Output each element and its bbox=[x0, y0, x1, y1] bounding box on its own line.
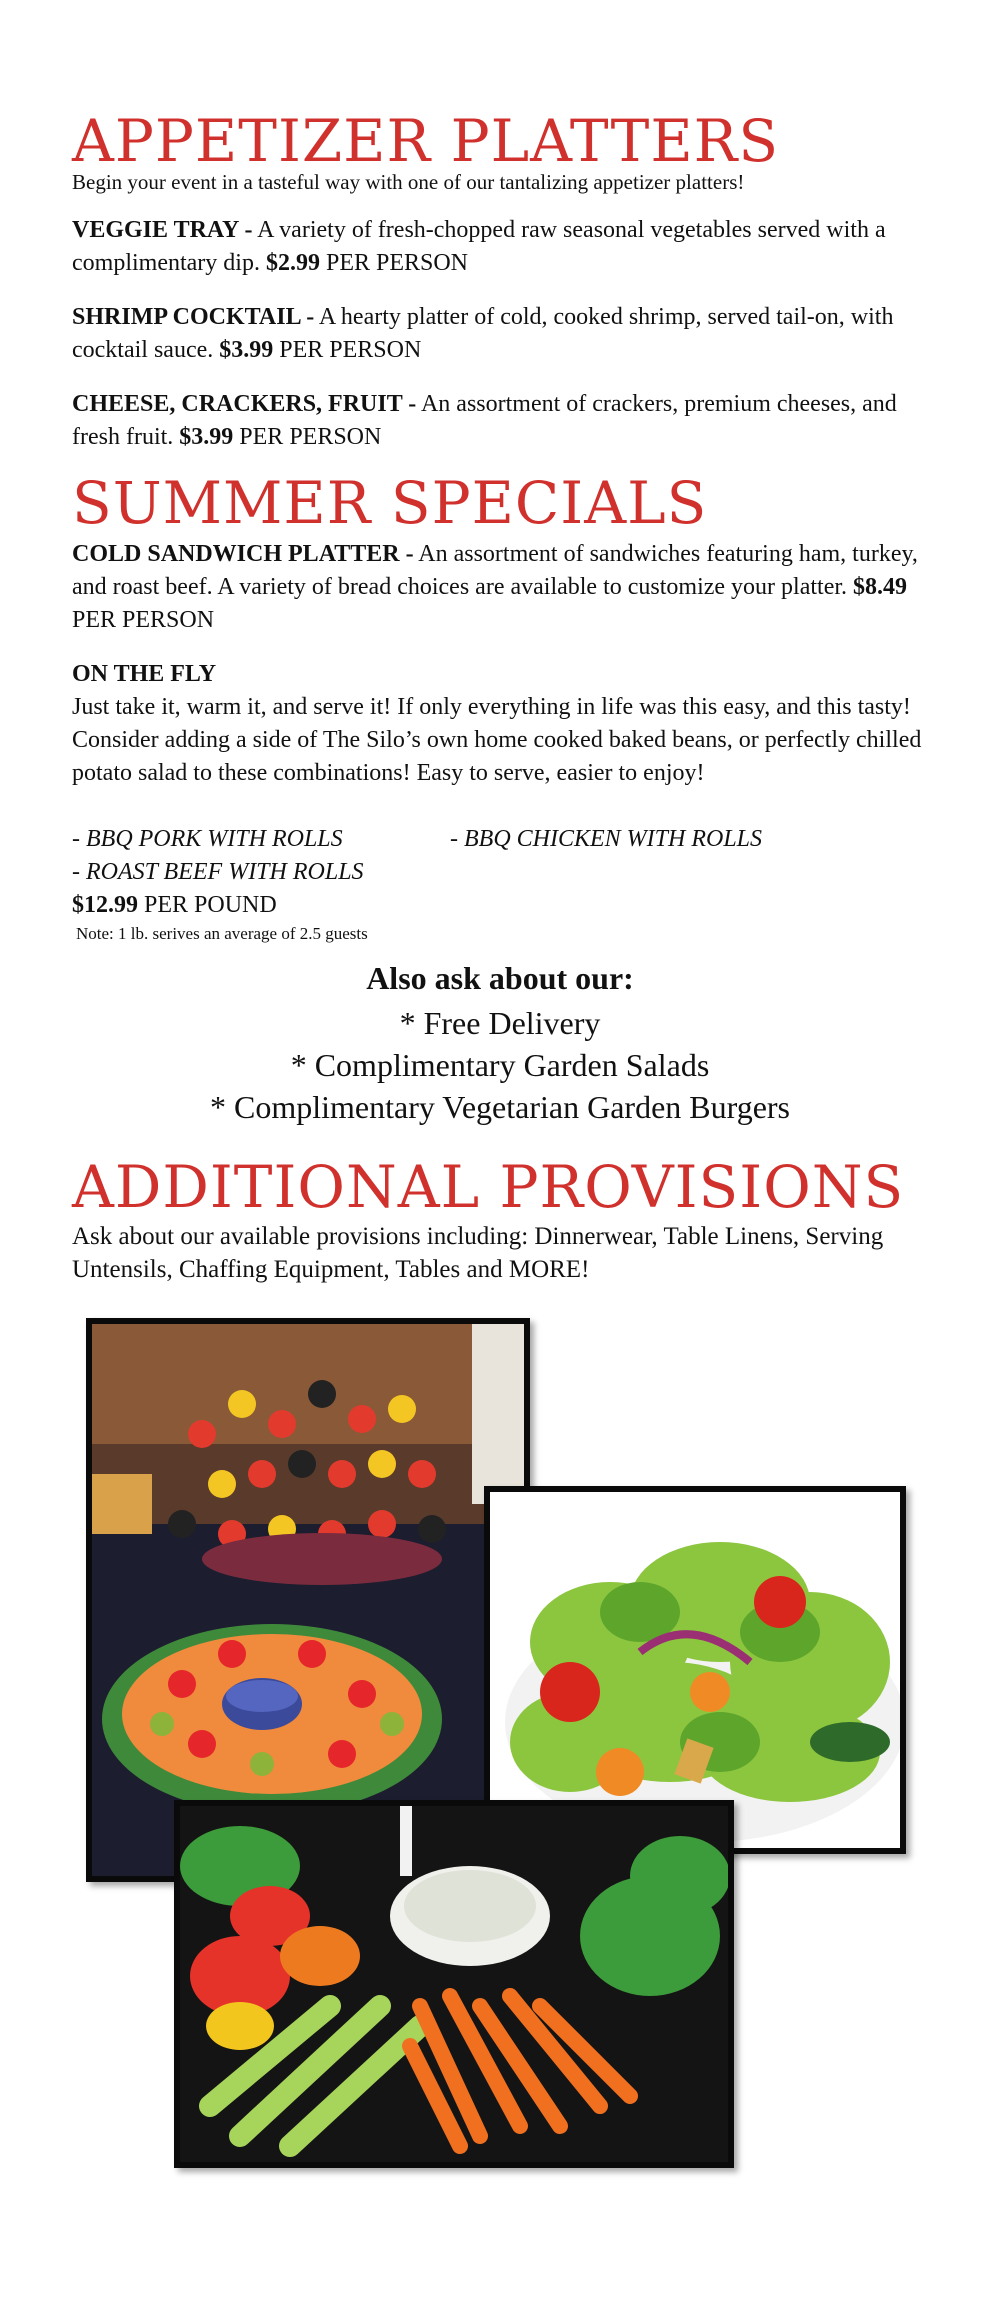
summer-specials-title: SUMMER SPECIALS bbox=[72, 469, 708, 537]
also-ask-delivery: * Free Delivery bbox=[399, 1005, 601, 1041]
on-the-fly-heading: ON THE FLY bbox=[72, 661, 217, 687]
veggie-tray-photo bbox=[174, 1800, 734, 2168]
item-unit: PER POUND bbox=[138, 892, 277, 918]
appetizer-platters-title: APPETIZER PLATTERS bbox=[72, 107, 780, 175]
fruit-platter-photo bbox=[86, 1318, 530, 1882]
additional-provisions-title: ADDITIONAL PROVISIONS bbox=[72, 1153, 905, 1221]
item-price: $3.99 bbox=[179, 424, 234, 450]
item-price: $8.49 bbox=[853, 574, 908, 600]
item-name: SHRIMP COCKTAIL - bbox=[72, 304, 315, 330]
item-name: COLD SANDWICH PLATTER - bbox=[72, 541, 414, 567]
shrimp-cocktail-item bbox=[72, 301, 932, 367]
also-ask-burgers: * Complimentary Vegetarian Garden Burgers bbox=[210, 1089, 790, 1125]
cheese-crackers-fruit-item bbox=[72, 388, 932, 454]
item-unit: PER PERSON bbox=[319, 250, 469, 276]
item-name: VEGGIE TRAY - bbox=[72, 217, 253, 243]
garden-salad-photo bbox=[484, 1486, 906, 1854]
serving-note: Note: 1 lb. serives an average of 2.5 guests bbox=[76, 924, 368, 943]
also-ask-heading: Also ask about our: bbox=[366, 960, 634, 996]
item-unit: PER PERSON bbox=[233, 424, 382, 450]
appetizer-intro: Begin your event in a tasteful way with one of our tantalizing appetizer platters! bbox=[72, 170, 745, 194]
item-price: $2.99 bbox=[265, 250, 320, 276]
veggie-tray-item bbox=[72, 214, 932, 280]
item-desc: A hearty platter of cold, cooked shrimp, served tail-on, with cocktail sauce. bbox=[72, 304, 894, 363]
item-price: $12.99 bbox=[72, 892, 138, 918]
option-bbq-chicken: - BBQ CHICKEN WITH ROLLS bbox=[450, 826, 763, 852]
on-the-fly-price bbox=[72, 889, 932, 922]
also-ask-salads: * Complimentary Garden Salads bbox=[290, 1047, 710, 1083]
item-price: $3.99 bbox=[219, 337, 274, 363]
item-desc: An assortment of sandwiches featuring ham, turkey, and roast beef. A variety of bread choices are available to customize your platter. bbox=[72, 541, 918, 600]
option-roast-beef: - ROAST BEEF WITH ROLLS bbox=[72, 859, 364, 885]
item-desc: An assortment of crackers, premium cheeses, and fresh fruit. bbox=[72, 391, 897, 450]
provisions-desc: Ask about our available provisions including: Dinnerwear, Table Linens, Serving Untensils, Chaffing Equipment, Tables and MORE! bbox=[72, 1223, 884, 1283]
item-name: CHEESE, CRACKERS, FRUIT - bbox=[72, 391, 417, 417]
option-bbq-pork: - BBQ PORK WITH ROLLS bbox=[72, 826, 343, 852]
item-unit: PER PERSON bbox=[273, 337, 422, 363]
item-desc: A variety of fresh-chopped raw seasonal vegetables served with a complimentary dip. bbox=[72, 217, 886, 276]
on-the-fly-desc: Just take it, warm it, and serve it! If only everything in life was this easy, and this tasty! Consider adding a side of The Silo’s own home cooked baked beans, or perfectly chilled potato salad to these combinations! Easy to serve, easier to enjoy! bbox=[72, 694, 922, 786]
item-unit: PER PERSON bbox=[72, 607, 215, 633]
cold-sandwich-item bbox=[72, 538, 932, 637]
